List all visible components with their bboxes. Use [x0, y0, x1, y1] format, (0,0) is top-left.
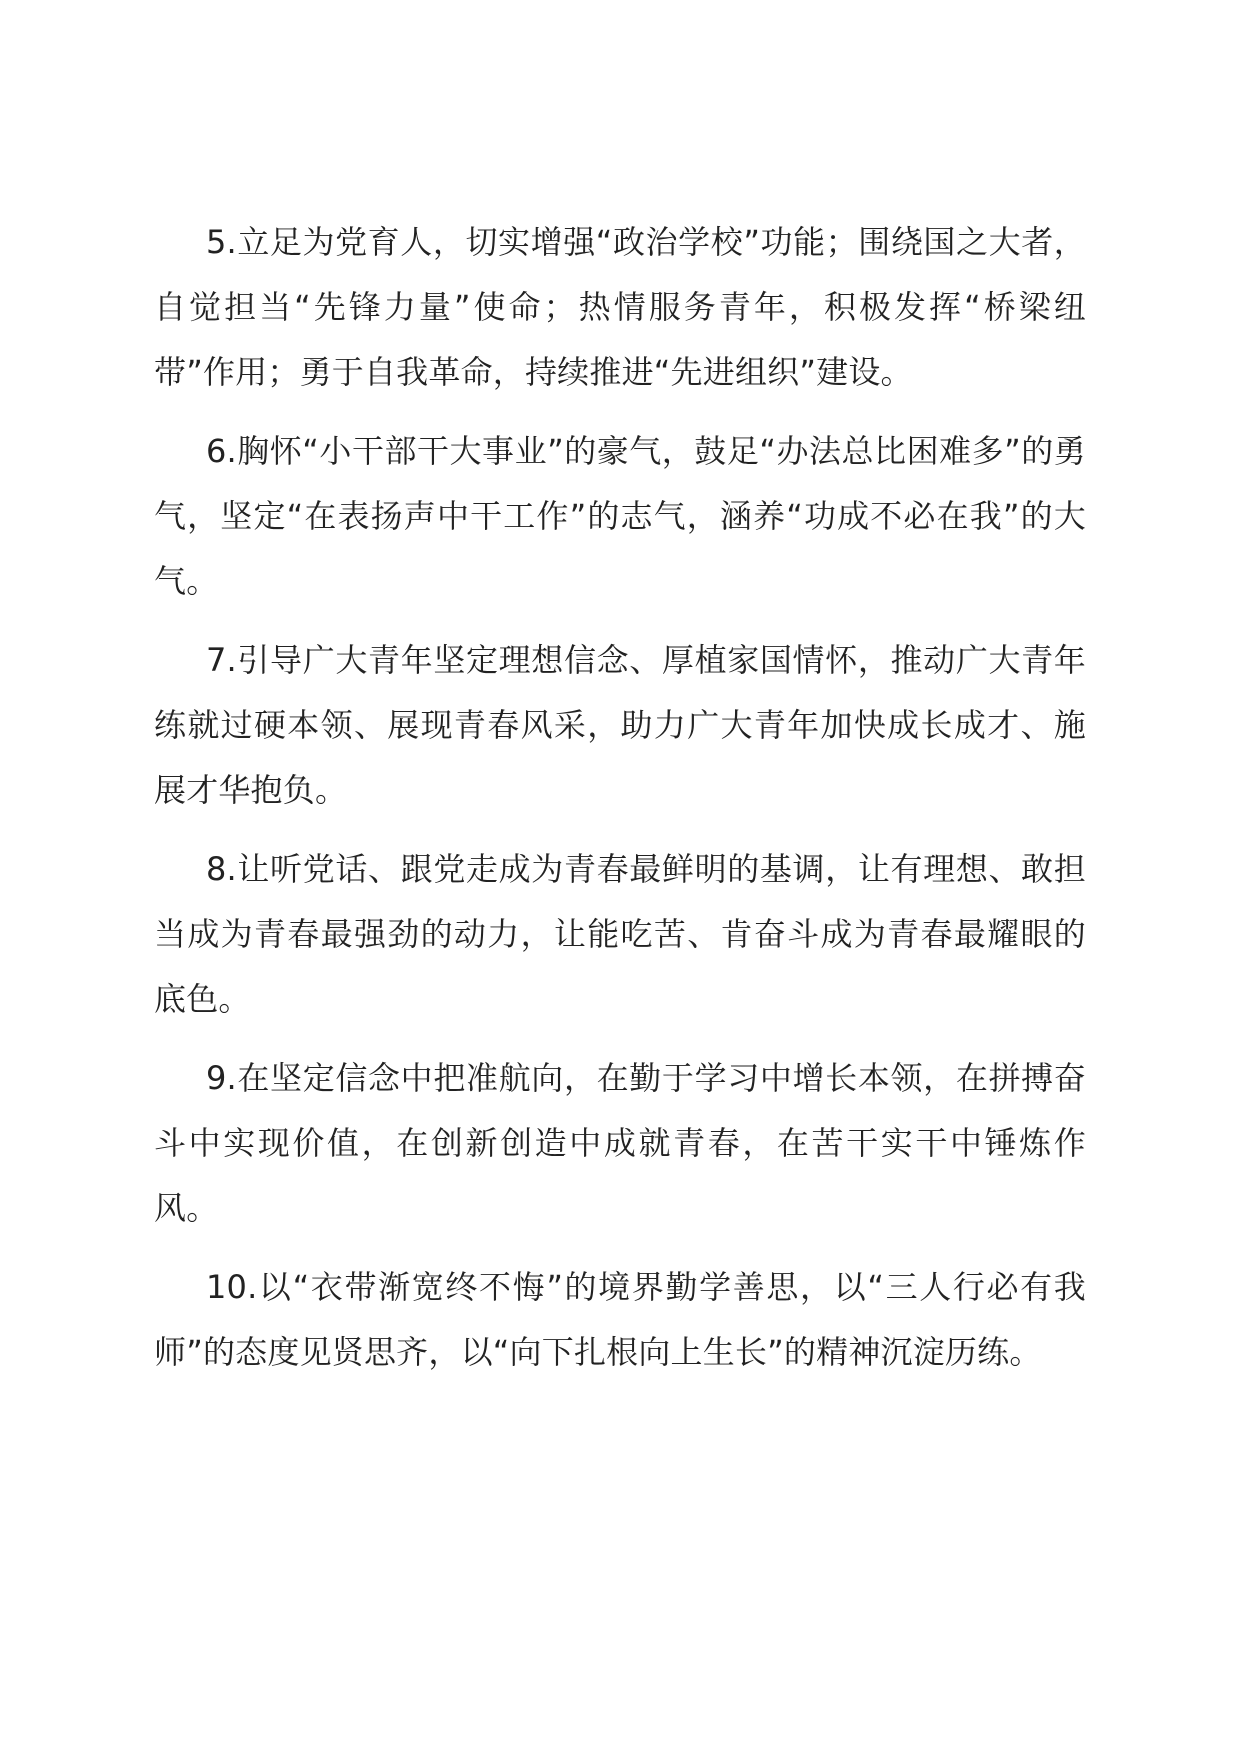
paragraph-7: 7.引导广大青年坚定理想信念、厚植家国情怀，推动广大青年练就过硬本领、展现青春风采，助力广大青年加快成长成才、施展才华抱负。	[154, 641, 1086, 809]
paragraph-8: 8.让听党话、跟党走成为青春最鲜明的基调，让有理想、敢担当成为青春最强劲的动力，让能吃苦、肯奋斗成为青春最耀眼的底色。	[154, 850, 1086, 1018]
paragraph-10: 10.以“衣带渐宽终不悔”的境界勤学善思，以“三人行必有我师”的态度见贤思齐，以“向下扎根向上生长”的精神沉淀历练。	[154, 1268, 1086, 1371]
paragraph-9: 9.在坚定信念中把准航向，在勤于学习中增长本领，在拼搏奋斗中实现价值，在创新创造中成就青春，在苦干实干中锤炼作风。	[154, 1059, 1086, 1227]
paragraph-6: 6.胸怀“小干部干大事业”的豪气，鼓足“办法总比困难多”的勇气，坚定“在表扬声中干工作”的志气，涵养“功成不必在我”的大气。	[154, 432, 1086, 600]
document-body	[154, 210, 1086, 1399]
paragraph-5: 5.立足为党育人，切实增强“政治学校”功能；围绕国之大者，自觉担当“先锋力量”使命；热情服务青年，积极发挥“桥梁纽带”作用；勇于自我革命，持续推进“先进组织”建设。	[154, 223, 1086, 391]
